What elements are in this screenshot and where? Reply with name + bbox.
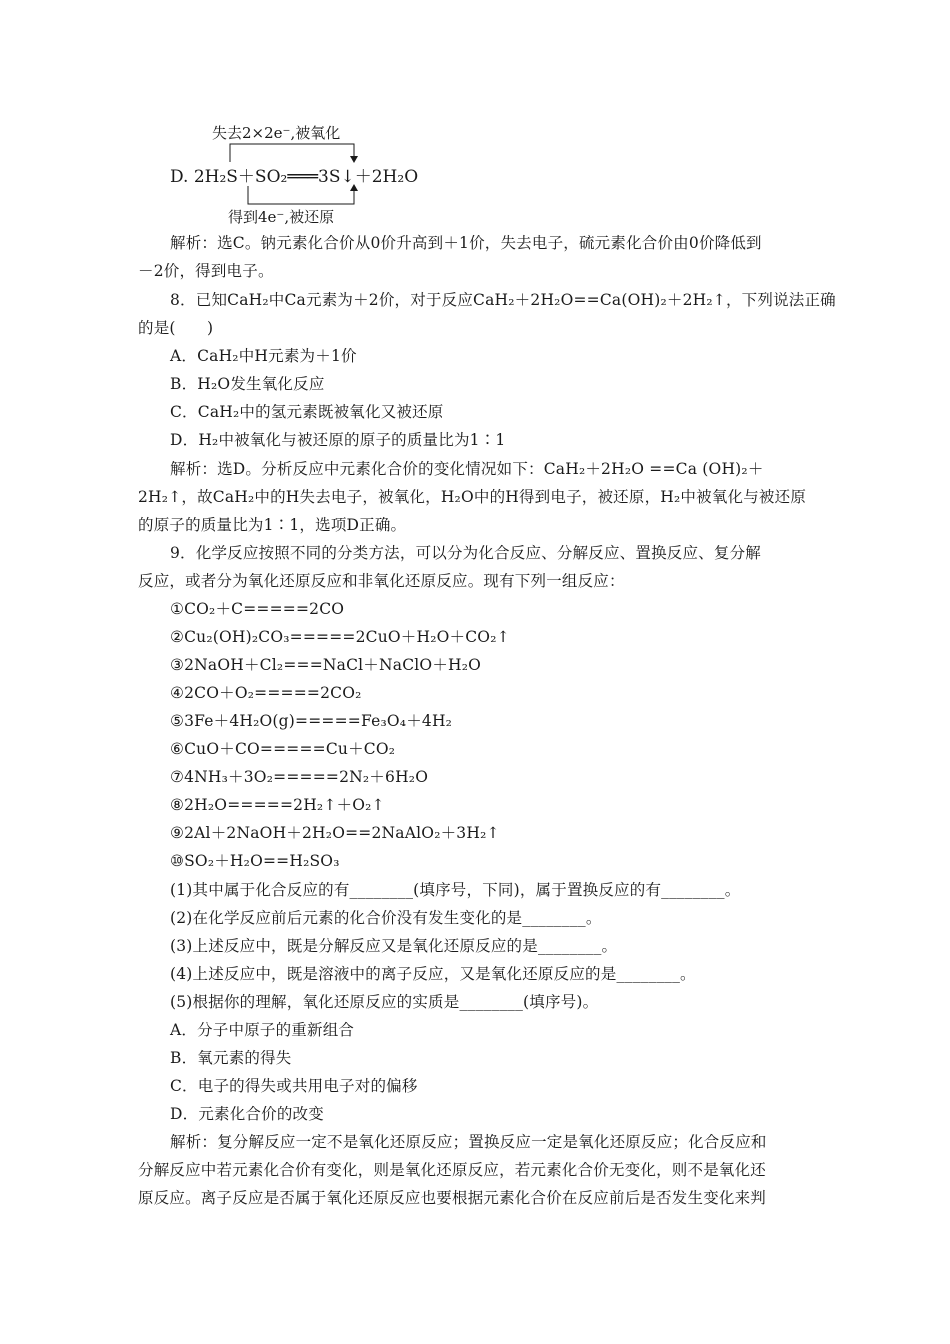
option-d: D．H₂中被氧化与被还原的原子的质量比为1∶1 [170,431,506,449]
reaction-equation: D. 2H₂S＋SO₂═══3S↓＋2H₂O [170,167,419,187]
question-9-stem: 9．化学反应按照不同的分类方法，可以分为化合反应、分解反应、置换反应、复分解 [170,544,761,562]
reaction-item: ①CO₂＋C=====2CO [170,600,345,618]
sub-question: (3)上述反应中，既是分解反应又是氧化还原反应的是________。 [170,937,618,955]
reaction-item: ⑩SO₂＋H₂O==H₂SO₃ [170,852,340,870]
analysis-text: 解析：选D。分析反应中元素化合价的变化情况如下：CaH₂＋2H₂O ==Ca (OH)₂＋ [170,460,764,478]
electron-loss-label: 失去2×2e⁻,被氧化 [212,124,341,142]
option-c: C．CaH₂中的氢元素既被氧化又被还原 [170,403,444,421]
reaction-item: ③2NaOH＋Cl₂===NaCl＋NaClO＋H₂O [170,656,482,674]
text-line: －2价，得到电子。 [138,262,274,280]
text-line: 的原子的质量比为1∶1，选项D正确。 [138,516,407,534]
sub-question: (2)在化学反应前后元素的化合价没有发生变化的是________。 [170,909,602,927]
sub-question: (4)上述反应中，既是溶液中的离子反应，又是氧化还原反应的是________。 [170,965,696,983]
option-a: A．CaH₂中H元素为＋1价 [170,347,357,365]
reaction-item: ④2CO＋O₂=====2CO₂ [170,684,362,702]
reaction-item: ⑦4NH₃＋3O₂=====2N₂＋6H₂O [170,768,429,786]
sub-question: (5)根据你的理解，氧化还原反应的实质是________(填序号)。 [170,993,599,1011]
option-b: B．氧元素的得失 [170,1049,292,1067]
reaction-item: ⑥CuO＋CO=====Cu＋CO₂ [170,740,396,758]
option-c: C．电子的得失或共用电子对的偏移 [170,1077,418,1095]
reaction-item: ⑨2Al＋2NaOH＋2H₂O==2NaAlO₂＋3H₂↑ [170,824,500,842]
text-line: 原反应。离子反应是否属于氧化还原反应也要根据元素化合价在反应前后是否发生变化来判 [138,1189,767,1207]
reaction-item: ⑤3Fe＋4H₂O(g)=====Fe₃O₄＋4H₂ [170,712,453,730]
option-a: A．分子中原子的重新组合 [170,1021,355,1039]
text-line: 的是( ) [138,319,214,337]
electron-transfer-diagram [168,118,498,230]
sub-question: (1)其中属于化合反应的有________(填序号，下同)，属于置换反应的有________。 [170,881,741,899]
electron-gain-label: 得到4e⁻,被还原 [228,208,335,226]
option-d: D．元素化合价的改变 [170,1105,324,1123]
analysis-text: 解析：复分解反应一定不是氧化还原反应；置换反应一定是氧化还原反应；化合反应和 [170,1133,767,1151]
reaction-item: ⑧2H₂O=====2H₂↑＋O₂↑ [170,796,385,814]
text-line: 分解反应中若元素化合价有变化，则是氧化还原反应，若元素化合价无变化，则不是氧化还 [138,1161,767,1179]
text-line: 反应，或者分为氧化还原反应和非氧化还原反应。现有下列一组反应： [138,572,625,590]
reaction-item: ②Cu₂(OH)₂CO₃=====2CuO＋H₂O＋CO₂↑ [170,628,510,646]
text-line: 2H₂↑，故CaH₂中的H失去电子，被氧化，H₂O中的H得到电子，被还原，H₂中被氧化与被还原 [138,488,807,506]
option-b: B．H₂O发生氧化反应 [170,375,325,393]
text-line: 解析：选C。钠元素化合价从0价升高到＋1价，失去电子，硫元素化合价由0价降低到 [170,234,762,252]
question-8-stem: 8．已知CaH₂中Ca元素为＋2价，对于反应CaH₂＋2H₂O==Ca(OH)₂＋2H₂↑，下列说法正确 [170,291,836,309]
